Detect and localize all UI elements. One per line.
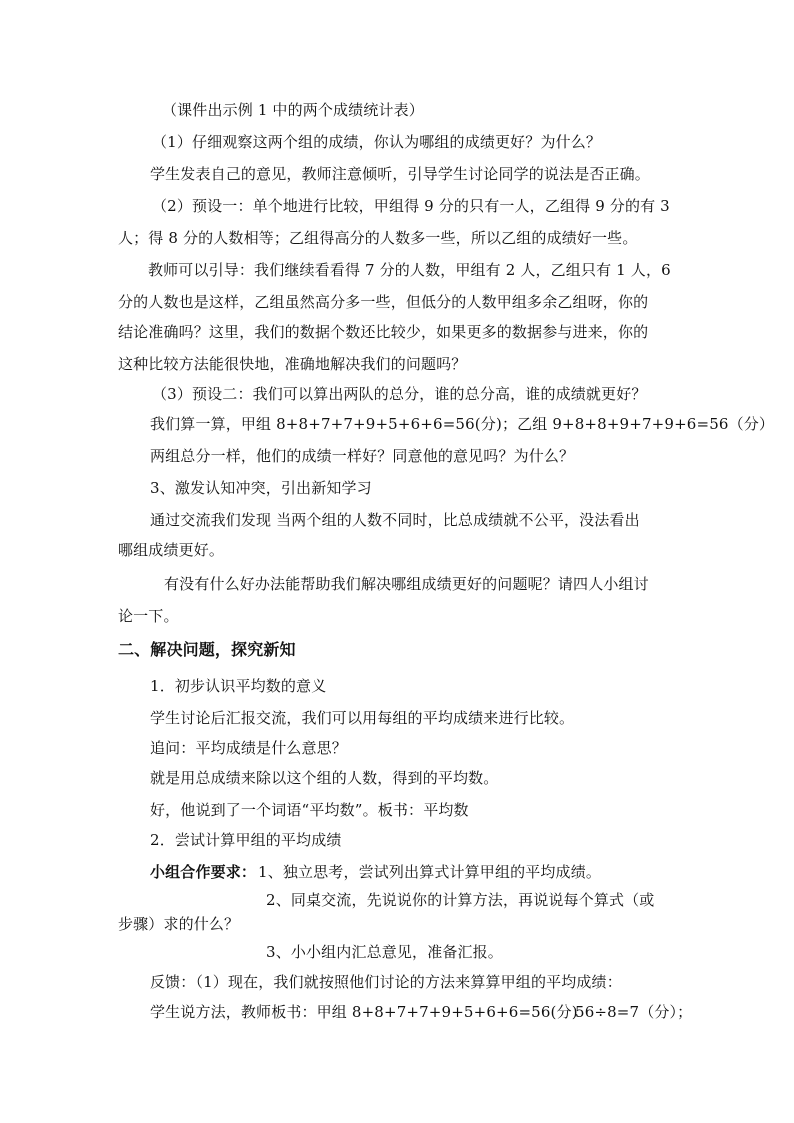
text-line: 好，他说到了一个词语“平均数”。板书：平均数	[150, 801, 469, 819]
text-line: 人；得 8 分的人数相等；乙组得高分的人数多一些，所以乙组的成绩好一些。	[118, 229, 638, 247]
text-line: 学生发表自己的意见，教师注意倾听，引导学生讨论同学的说法是否正确。	[150, 165, 650, 183]
text-line: 论一下。	[118, 607, 179, 625]
text-line: 哪组成绩更好。	[118, 541, 225, 559]
text-line: 2、同桌交流，先说说你的计算方法，再说说每个算式（或	[266, 891, 655, 909]
text-line: （课件出示例 1 中的两个成绩统计表）	[162, 101, 424, 119]
text-line: 反馈：（1）现在，我们就按照他们讨论的方法来算算甲组的平均成绩：	[150, 973, 622, 991]
text-line: 结论准确吗？这里，我们的数据个数还比较少，如果更多的数据参与进来，你的	[118, 323, 649, 341]
text-line: 2．尝试计算甲组的平均成绩	[150, 831, 342, 849]
text-line: 教师可以引导：我们继续看看得 7 分的人数，甲组有 2 人，乙组只有 1 人，6	[148, 261, 671, 279]
text-line: 3、小小组内汇总意见，准备汇报。	[266, 943, 503, 961]
group-requirement-label: 小组合作要求：	[150, 863, 257, 881]
text-line: （1）仔细观察这两个组的成绩，你认为哪组的成绩更好？为什么？	[152, 133, 602, 151]
text-line: 这种比较方法能很快地，准确地解决我们的问题吗？	[118, 355, 467, 373]
text-line: 追问：平均成绩是什么意思？	[150, 739, 347, 757]
text-line: （2）预设一：单个地进行比较，甲组得 9 分的只有一人，乙组得 9 分的有 3	[152, 197, 670, 215]
text-line: 我们算一算，甲组 8+8+7+7+9+5+6+6=56(分)；乙组 9+8+8+9+7+9+6=56（分）	[150, 415, 775, 433]
text-line: （3）预设二：我们可以算出两队的总分，谁的总分高，谁的成绩就更好？	[152, 385, 647, 403]
text-line: 步骤）求的什么？	[118, 915, 240, 933]
text-line: 两组总分一样，他们的成绩一样好？同意他的意见吗？为什么？	[150, 447, 575, 465]
text-line: 1．初步认识平均数的意义	[150, 677, 327, 695]
text-line: 1、独立思考，尝试列出算式计算甲组的平均成绩。	[258, 863, 601, 881]
text-line: 56÷8=7（分）；	[575, 1003, 693, 1021]
text-line: 通过交流我们发现 当两个组的人数不同时，比总成绩就不公平，没法看出	[150, 511, 640, 529]
text-line: 就是用总成绩来除以这个组的人数，得到的平均数。	[150, 769, 499, 787]
text-line: 分的人数也是这样，乙组虽然高分多一些，但低分的人数甲组多余乙组呀，你的	[118, 293, 649, 311]
section-heading: 二、解决问题，探究新知	[118, 640, 296, 659]
text-line: 学生讨论后汇报交流，我们可以用每组的平均成绩来进行比较。	[150, 709, 575, 727]
text-line: 学生说方法，教师板书：甲组 8+8+7+7+9+5+6+6=56(分)	[150, 1003, 578, 1021]
text-line: 3、激发认知冲突，引出新知学习	[150, 479, 372, 497]
text-line: 有没有什么好办法能帮助我们解决哪组成绩更好的问题呢？请四人小组讨	[164, 575, 649, 593]
